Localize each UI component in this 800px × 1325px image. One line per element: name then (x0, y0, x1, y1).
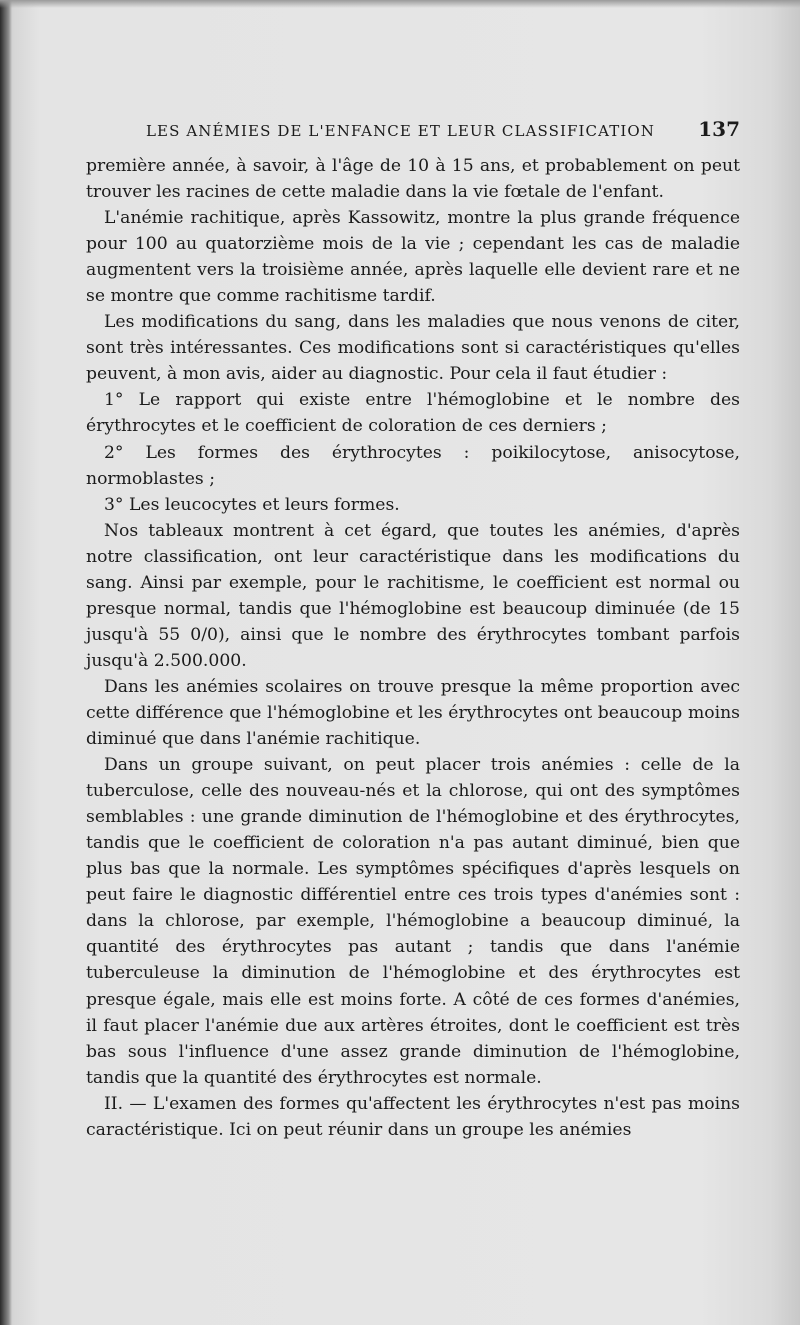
list-item-erythrocyte-forms: 2° Les formes des érythrocytes : poikilocytose, anisocytose, normoblastes ; (86, 442, 740, 489)
body-text (86, 153, 740, 1143)
page-number: 137 (698, 117, 740, 141)
paragraph-tables: Nos tableaux montrent à cet égard, que toutes les anémies, d'après notre classification, ont leur caractéristique dans les modifications du sang. Ainsi par exemple, pour le rachitisme, le coefficient est normal ou presque normal, tandis que l'hémoglobine est beaucoup diminuée (de 15 jusqu'à 55 0/0), ainsi que le nombre des érythrocytes tombant parfois jusqu'à 2.500.000. (86, 520, 740, 671)
paragraph-continuation: première année, à savoir, à l'âge de 10 à 15 ans, et probablement on peut trouver les racines de cette maladie dans la vie fœtale de l'enfant. (86, 156, 740, 203)
paragraph-school-anemias: Dans les anémies scolaires on trouve presque la même proportion avec cette différence que l'hémoglobine et les érythrocytes ont beaucoup moins diminué que dans l'anémie rachitique. (86, 676, 740, 750)
list-item-hemoglobin: 1° Le rapport qui existe entre l'hémoglobine et le nombre des érythrocytes et le coefficient de coloration de ces derniers ; (86, 390, 740, 437)
running-head (146, 117, 740, 147)
paragraph-section-two: II. — L'examen des formes qu'affectent les érythrocytes n'est pas moins caractéristique. Ici on peut réunir dans un groupe les anémies (86, 1093, 740, 1140)
paragraph-blood-modifications: Les modifications du sang, dans les maladies que nous venons de citer, sont très intéressantes. Ces modifications sont si caractéristiques qu'elles peuvent, à mon avis, aider au diagnostic. Pour cela il faut étudier : (86, 312, 740, 385)
running-title: LES ANÉMIES DE L'ENFANCE ET LEUR CLASSIFICATION (146, 122, 655, 140)
list-item-leucocytes: 3° Les leucocytes et leurs formes. (104, 494, 400, 515)
paragraph-three-anemias: Dans un groupe suivant, on peut placer trois anémies : celle de la tuberculose, celle des nouveau-nés et la chlorose, qui ont des symptômes semblables : une grande diminution de l'hémoglobine et des érythrocytes, tandis que le coefficient de coloration n'a pas autant diminué, bien que plus bas que la normale. Les symptômes spécifiques d'après lesquels on peut faire le diagnostic différentiel entre ces trois types d'anémies sont : dans la chlorose, par exemple, l'hémoglobine a beaucoup diminué, la quantité des érythrocytes pas autant ; tandis que dans l'anémie tuberculeuse la diminution de l'hémoglobine et des érythrocytes est presque égale, mais elle est moins forte. A côté de ces formes d'anémies, il faut placer l'anémie due aux artères étroites, dont le coefficient est très bas sous l'influence d'une assez grande diminution de l'hémoglobine, tandis que la quantité des érythrocytes est normale. (86, 755, 740, 1088)
paragraph-rachitic-anemia: L'anémie rachitique, après Kassowitz, montre la plus grande fréquence pour 100 au quatorzième mois de la vie ; cependant les cas de maladie augmentent vers la troisième année, après laquelle elle devient rare et ne se montre que comme rachitisme tardif. (86, 208, 740, 307)
